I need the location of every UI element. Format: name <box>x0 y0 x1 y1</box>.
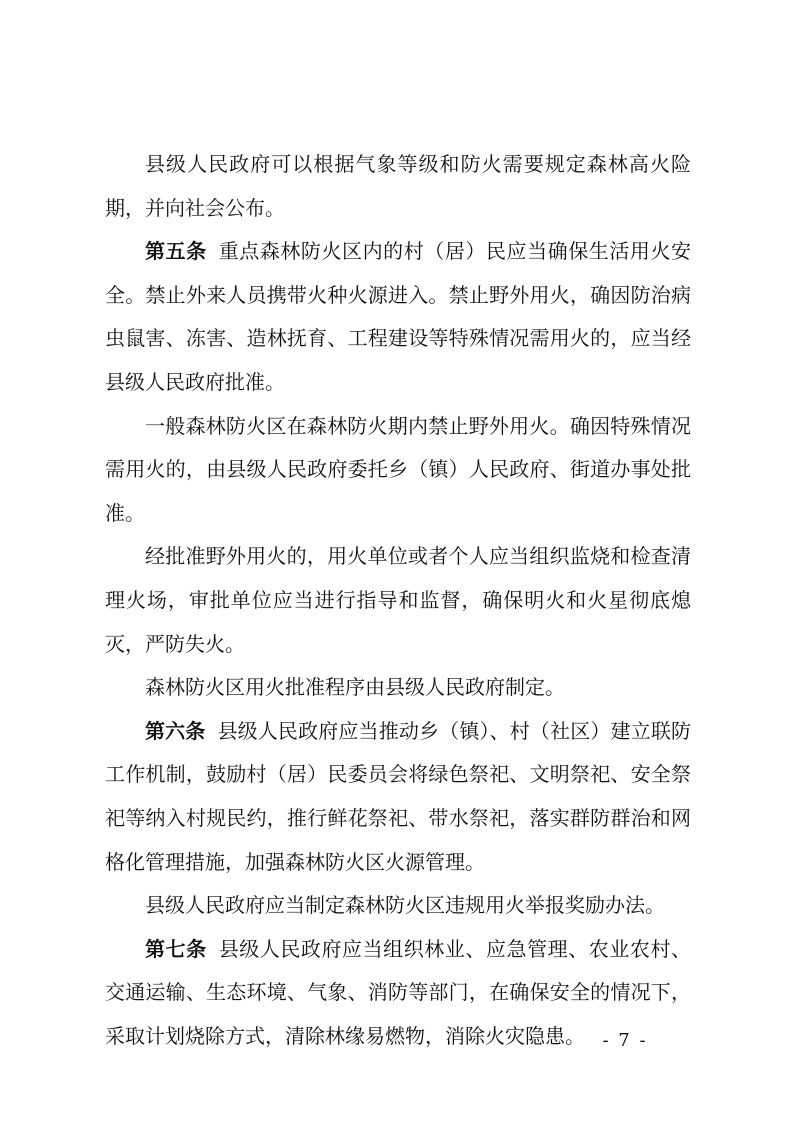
paragraph-text: 县级人民政府可以根据气象等级和防火需要规定森林高火险期，并向社会公布。 <box>105 152 691 220</box>
paragraph <box>105 143 691 230</box>
paragraph <box>105 405 691 536</box>
paragraph-text: 县级人民政府应当组织林业、应急管理、农业农村、交通运输、生态环境、气象、消防等部门，在确保安全的情况下，采取计划烧除方式，清除林缘易燃物，消除火灾隐患。 <box>105 936 692 1048</box>
paragraph-text: 县级人民政府应当推动乡（镇）、村（社区）建立联防工作机制，鼓励村（居）民委员会将绿色祭祀、文明祭祀、安全祭祀等纳入村规民约，推行鲜花祭祀、带水祭祀，落实群防群治和网格化管理措施，加强森林防火区火源管理。 <box>105 718 692 874</box>
paragraph-text: 森林防火区用火批准程序由县级人民政府制定。 <box>145 675 565 700</box>
paragraph <box>105 230 691 404</box>
article-heading: 第七条 <box>145 936 207 961</box>
page-number: - 7 - <box>602 1030 648 1051</box>
paragraph <box>105 710 691 884</box>
article-heading: 第五条 <box>145 239 207 264</box>
paragraph-text: 县级人民政府应当制定森林防火区违规用火举报奖励办法。 <box>145 893 665 918</box>
document-body <box>105 143 691 1058</box>
paragraph <box>105 884 691 928</box>
paragraph-text: 重点森林防火区内的村（居）民应当确保生活用火安全。禁止外来人员携带火种火源进入。禁止野外用火，确因防治病虫鼠害、冻害、造林抚育、工程建设等特殊情况需用火的，应当经县级人民政府批准。 <box>105 239 692 394</box>
paragraph <box>105 535 691 666</box>
paragraph-text: 一般森林防火区在森林防火期内禁止野外用火。确因特殊情况需用火的，由县级人民政府委托乡（镇）人民政府、街道办事处批准。 <box>105 413 691 525</box>
paragraph-text: 经批准野外用火的，用火单位或者个人应当组织监烧和检查清理火场，审批单位应当进行指导和监督，确保明火和火星彻底熄灭，严防失火。 <box>105 544 691 656</box>
article-heading: 第六条 <box>145 718 206 743</box>
paragraph <box>105 666 691 710</box>
